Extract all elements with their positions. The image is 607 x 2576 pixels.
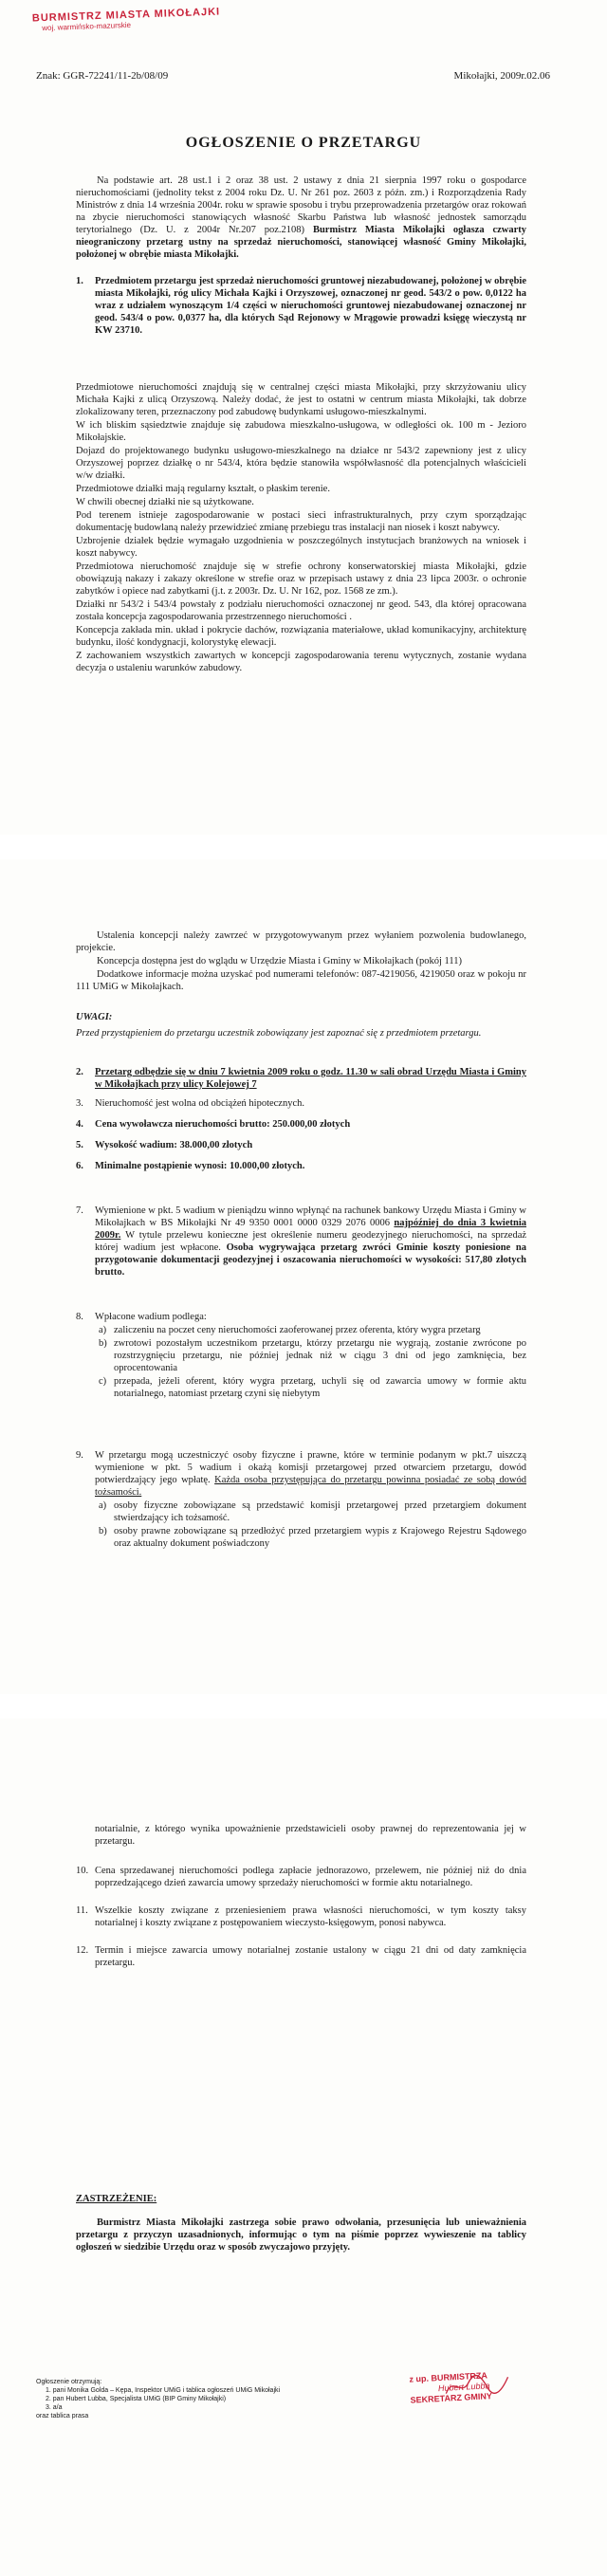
stamp-line-3: SEKRETARZ GMINY [410, 2391, 493, 2405]
distribution-heading: Ogłoszenie otrzymują: [36, 2379, 102, 2385]
distribution-line: 1. pani Monika Golda – Kępa, Inspektor UMiG i tablica ogłoszeń UMiG Mikołajki [46, 2387, 281, 2394]
item-10-text: Cena sprzedawanej nieruchomości podlega zapłacie jednorazowo, przelewem, nie później niż do dnia poprzedzającego dzień zawarcia umowy sprzedaży nieruchomości w formie aktu notarialnego. [95, 1866, 526, 1888]
item-number: 3. [76, 1098, 83, 1109]
desc-paragraph: Pod terenem istnieje zagospodarowanie w postaci sieci infrastrukturalnych, przy czym sporządzając dokumentację budowlaną należy przewidzieć zmianę przebiegu tras instalacji nan niosek i koszt nabywcy. [76, 510, 526, 533]
desc-paragraph: Przedmiotowe nieruchomości znajdują się w centralnej części miasta Mikołajki, przy skrzyżowaniu ulicy Michała Kajki z ulicą Orzyszową. Należy dodać, że jest to ostatni w centrum miasta Mikołajki, tak dobrze zlokalizowany teren, przeznaczony pod zabudowę budynkami usługowo-mieszkalnymi. [76, 382, 526, 417]
item-7-deadline: najpóźniej do dnia 3 kwietnia 2009r. [95, 1218, 526, 1241]
sub-text: osoby fizyczne zobowiązane są przedstawić komisji przetargowej przed przetargiem dokument stwierdzający ich tożsamość. [114, 1500, 526, 1523]
item-7-text: Wymienione w pkt. 5 wadium w pieniądzu winno wpłynąć na rachunek bankowy Urzędu Miasta i Gminy w Mikołajkach w BS Mikołajki Nr 49 9350 0001 0000 0329 2076 0006 [95, 1205, 526, 1228]
item-3-text: Nieruchomość jest wolna od obciążeń hipotecznych. [95, 1098, 305, 1109]
item-number: 2. [76, 1067, 83, 1077]
item-number: 7. [76, 1205, 83, 1216]
sub-text: osoby prawne zobowiązane są przedłożyć przed przetargiem wypis z Krajowego Rejestru Sądowego oraz aktualny dokument poświadczony [114, 1526, 526, 1549]
desc-paragraph: W ich bliskim sąsiedztwie znajduje się zabudowa mieszkalno-usługowa, w odległości ok. 100 m - Jezioro Mikołajskie. [76, 420, 526, 443]
item-number: 9. [76, 1450, 83, 1461]
item-number: 10. [76, 1866, 89, 1876]
distribution-line: 2. pan Hubert Lubba, Specjalista UMiG (BIP Gminy Mikołajki) [46, 2396, 227, 2402]
signature-scribble-icon [443, 2371, 510, 2400]
item-number: 1. [76, 276, 83, 286]
desc-paragraph: Działki nr 543/2 i 543/4 powstały z podziału nieruchomości oznaczonej nr geod. 543, dla której opracowana została koncepcja zagospodarowania przestrzennego nieruchomości . [76, 599, 526, 622]
contact-paragraph: Dodatkowe informacje można uzyskać pod numerami telefonów: 087-4219056, 4219050 oraz w pokoju nr 111 UMiG w Mikołajkach. [76, 969, 526, 992]
item-5-text: Wysokość wadium: 38.000,00 złotych [95, 1140, 253, 1150]
stamp-line-1: z up. BURMISTRZA [409, 2370, 488, 2384]
sub-letter: b) [99, 1526, 107, 1536]
sub-text: przepada, jeżeli oferent, który wygra przetarg, uchyli się od zawarcia umowy w formie aktu notarialnego, natomiast przetarg czyni się niebytym [114, 1376, 526, 1399]
intro-paragraph [76, 175, 526, 262]
item-number: 11. [76, 1905, 88, 1916]
notes-text: Przed przystąpieniem do przetargu uczestnik zobowiązany jest zapoznać się z przedmiotem przetargu. [76, 1028, 482, 1039]
item-6-text: Minimalne postąpienie wynosi: 10.000,00 złotych. [95, 1161, 305, 1171]
document-title: OGŁOSZENIE O PRZETARGU [185, 135, 422, 151]
item-4-text: Cena wywoławcza nieruchomości brutto: 250.000,00 złotych [95, 1119, 351, 1130]
sub-text: zwrotowi pozostałym uczestnikom przetargu, którzy przetargu nie wygrają, zostanie zwrócone po rozstrzygnięciu przetargu, nie później jednak niż w ciągu 3 dni od jego zamknięcia, bez oprocentowania [114, 1338, 526, 1373]
notes-section [76, 1011, 526, 1040]
document-date: Mikołajki, 2009r.02.06 [453, 70, 550, 82]
sub-letter: b) [99, 1338, 107, 1349]
sub-text: zaliczeniu na poczet ceny nieruchomości zaoferowanej przez oferenta, który wygra przetarg [114, 1325, 481, 1335]
document-page-2 [0, 859, 607, 1694]
desc-paragraph: W chwili obecnej działki nie są użytkowane. [76, 497, 254, 507]
desc-paragraph: Koncepcja zakłada min. układ i pokrycie dachów, rozwiązania materiałowe, układ komunikacyjny, architekturę budynku, ilość kondygnacji, kolorystykę elewacji. [76, 625, 526, 648]
desc-paragraph: Przedmiotowe działki mają regularny kształt, o płaskim terenie. [76, 484, 330, 494]
stamp-line-2: woj. warmińsko-mazurskie [42, 20, 132, 33]
property-description [76, 381, 526, 675]
document-page-3 [0, 1719, 607, 2576]
desc-paragraph: Uzbrojenie działek będzie wymagało uzgodnienia w poszczególnych instytucjach branżowych na wniosek i koszt nabywcy. [76, 536, 526, 559]
item-number: 12. [76, 1945, 89, 1956]
continuation-text: notarialnie, z którego wynika upoważnienie przedstawicieli osoby prawnej do reprezentowania jej w przetargu. [95, 1824, 526, 1847]
office-stamp [32, 7, 221, 33]
notes-title: UWAGI: [76, 1012, 113, 1022]
items-10-12 [76, 1865, 526, 1969]
item-9-continuation [76, 1823, 526, 1849]
item-7-costs: Osoba wygrywająca przetarg zwróci Gminie koszty poniesione na przygotowanie dokumentacji geodezyjnej i oszacowania nieruchomości w wysokości: 517,80 złotych brutto. [95, 1242, 527, 1278]
distribution-line: 3. a/a [46, 2404, 63, 2411]
sub-letter: a) [99, 1500, 107, 1511]
item-12-text: Termin i miejsce zawarcia umowy notarialnej zostanie ustalony w ciągu 21 dni od daty zamknięcia przetargu. [95, 1945, 526, 1968]
item-number: 5. [76, 1140, 83, 1150]
sub-letter: c) [99, 1376, 107, 1387]
intro-legal-basis: Na podstawie art. 28 ust.1 i 2 oraz 38 ust. 2 ustawy z dnia 21 sierpnia 1997 roku o gospodarce nieruchomościami (jednolity tekst z 2004 roku Dz. U. Nr 261 poz. 2603 z późn. zm.) i Rozporządzenia Rady Ministrów z dnia 14 września 2004r. roku w sprawie sposobu i trybu przeprowadzenia przetargów oraz rokowań na zbycie nieruchomości stanowiących własność Skarbu Państwa lub własność jednostek samorządu terytorialnego (Dz. U. z 2004r Nr.207 poz.2108) [76, 175, 526, 235]
item-8 [76, 1311, 526, 1400]
concept-paragraph: Koncepcja dostępna jest do wglądu w Urzędzie Miasta i Gminy w Mikołajkach (pokój 111) [97, 956, 462, 966]
concept-paragraph: Ustalenia koncepcji należy zawrzeć w przygotowywanym przez wyłaniem pozwolenia budowlanego, projekcie. [76, 930, 526, 953]
sub-letter: a) [99, 1325, 107, 1335]
item-number: 4. [76, 1119, 83, 1130]
reservation-section [76, 2193, 526, 2254]
item-7-transfer-note: W tytule przelewu konieczne jest określenie numeru geodezyjnego nieruchomości, na sprzedaż której wadium jest wpłacone. [95, 1230, 527, 1253]
item-9 [76, 1449, 526, 1550]
desc-paragraph: Dojazd do projektowanego budynku usługowo-mieszkalnego na działce nr 543/2 zapewniony jest z ulicy Orzyszowej poprzez działkę o nr 543/4, która będzie stanowiła współwłasność dla potencjalnych właścicieli w/w działki. [76, 446, 526, 481]
signature-stamp [409, 2367, 543, 2405]
desc-paragraph: Przedmiotowa nieruchomość znajduje się w strefie ochrony konserwatorskiej miasta Mikołajki, gdzie obowiązują nakazy i zakazy określone w strefie oraz w przepisach ustawy z dnia 23 lipca 2003r. o ochronie zabytków i opiece nad zabytkami (j.t. z 2003r. Dz. U. Nr 162, poz. 1568 ze zm.). [76, 561, 526, 597]
item-1-text: Przedmiotem przetargu jest sprzedaż nieruchomości gruntowej niezabudowanej, położonej w obrębie miasta Mikołajki, róg ulicy Michała Kajki i Orzyszowej, oznaczonej nr geod. 543/2 o pow. 0,0122 ha wraz z udziałem wynoszącym 1/4 części w nieruchomości gruntowej niezabudowanej oznaczonej nr geod. 543/4 o pow. 0,0377 ha, dla których Sąd Rejonowy w Mrągowie prowadzi księgę wieczystą nr KW 23710. [95, 276, 526, 336]
item-7 [76, 1205, 526, 1279]
item-2-text: Przetarg odbędzie się w dniu 7 kwietnia 2009 roku o godz. 11.30 w sali obrad Urzędu Miasta i Gminy w Mikołajkach przy ulicy Kolejowej 7 [95, 1067, 526, 1090]
distribution-list [36, 2378, 280, 2420]
reservation-title: ZASTRZEŻENIE: [76, 2194, 157, 2204]
page-separator [0, 835, 607, 859]
item-number: 6. [76, 1161, 83, 1171]
reference-number: Znak: GGR-72241/11-2b/08/09 [36, 70, 169, 82]
stamp-line-1: BURMISTRZ MIASTA MIKOŁAJKI [31, 6, 221, 25]
document-page-1 [0, 0, 607, 835]
distribution-line: oraz tablica prasa [36, 2413, 89, 2420]
stamp-line-2: Hubert Lubba [437, 2381, 490, 2394]
desc-paragraph: Z zachowaniem wszystkich zawartych w koncepcji zagospodarowania terenu wytycznych, zostanie wydana decyzja o ustaleniu warunków zabudowy. [76, 651, 526, 673]
page-separator [0, 1694, 607, 1719]
reservation-text: Burmistrz Miasta Mikołajki zastrzega sobie prawo odwołania, przesunięcia lub unieważnienia przetargu z przyczyn uzasadnionych, informując o tym na piśmie poprzez wywieszenie na tablicy ogłoszeń w siedzibie Urzędu oraz w sposób zwyczajowo przyjęty. [76, 2217, 526, 2253]
item-1 [76, 275, 526, 337]
item-9-text: W przetargu mogą uczestniczyć osoby fizyczne i prawne, które w terminie podanym w pkt.7 uiszczą wymienione w pkt. 5 wadium i okażą komisji przetargowej przed otwarciem przetargu, dowód potwierdzający jego wpłatę. [95, 1450, 526, 1485]
item-8-text: Wpłacone wadium podlega: [95, 1312, 207, 1322]
intro-announcement: Burmistrz Miasta Mikołajki ogłasza czwarty nieograniczony przetarg ustny na sprzedaż nieruchomości, stanowiącej własność Gminy Mikołajki, położonej w obrębie miasta Mikołajki. [76, 225, 527, 260]
item-11-text: Wszelkie koszty związane z przeniesieniem prawa własności nieruchomości, w tym koszty taksy notarialnej i koszty związane z postępowaniem wieczysto-księgowym, ponosi nabywca. [95, 1905, 526, 1928]
items-2-6 [76, 1066, 526, 1181]
item-number: 8. [76, 1312, 83, 1322]
item-9-id-note: Każda osoba przystępująca do przetargu powinna posiadać ze sobą dowód tożsamości. [95, 1475, 527, 1498]
concept-info [76, 929, 526, 994]
